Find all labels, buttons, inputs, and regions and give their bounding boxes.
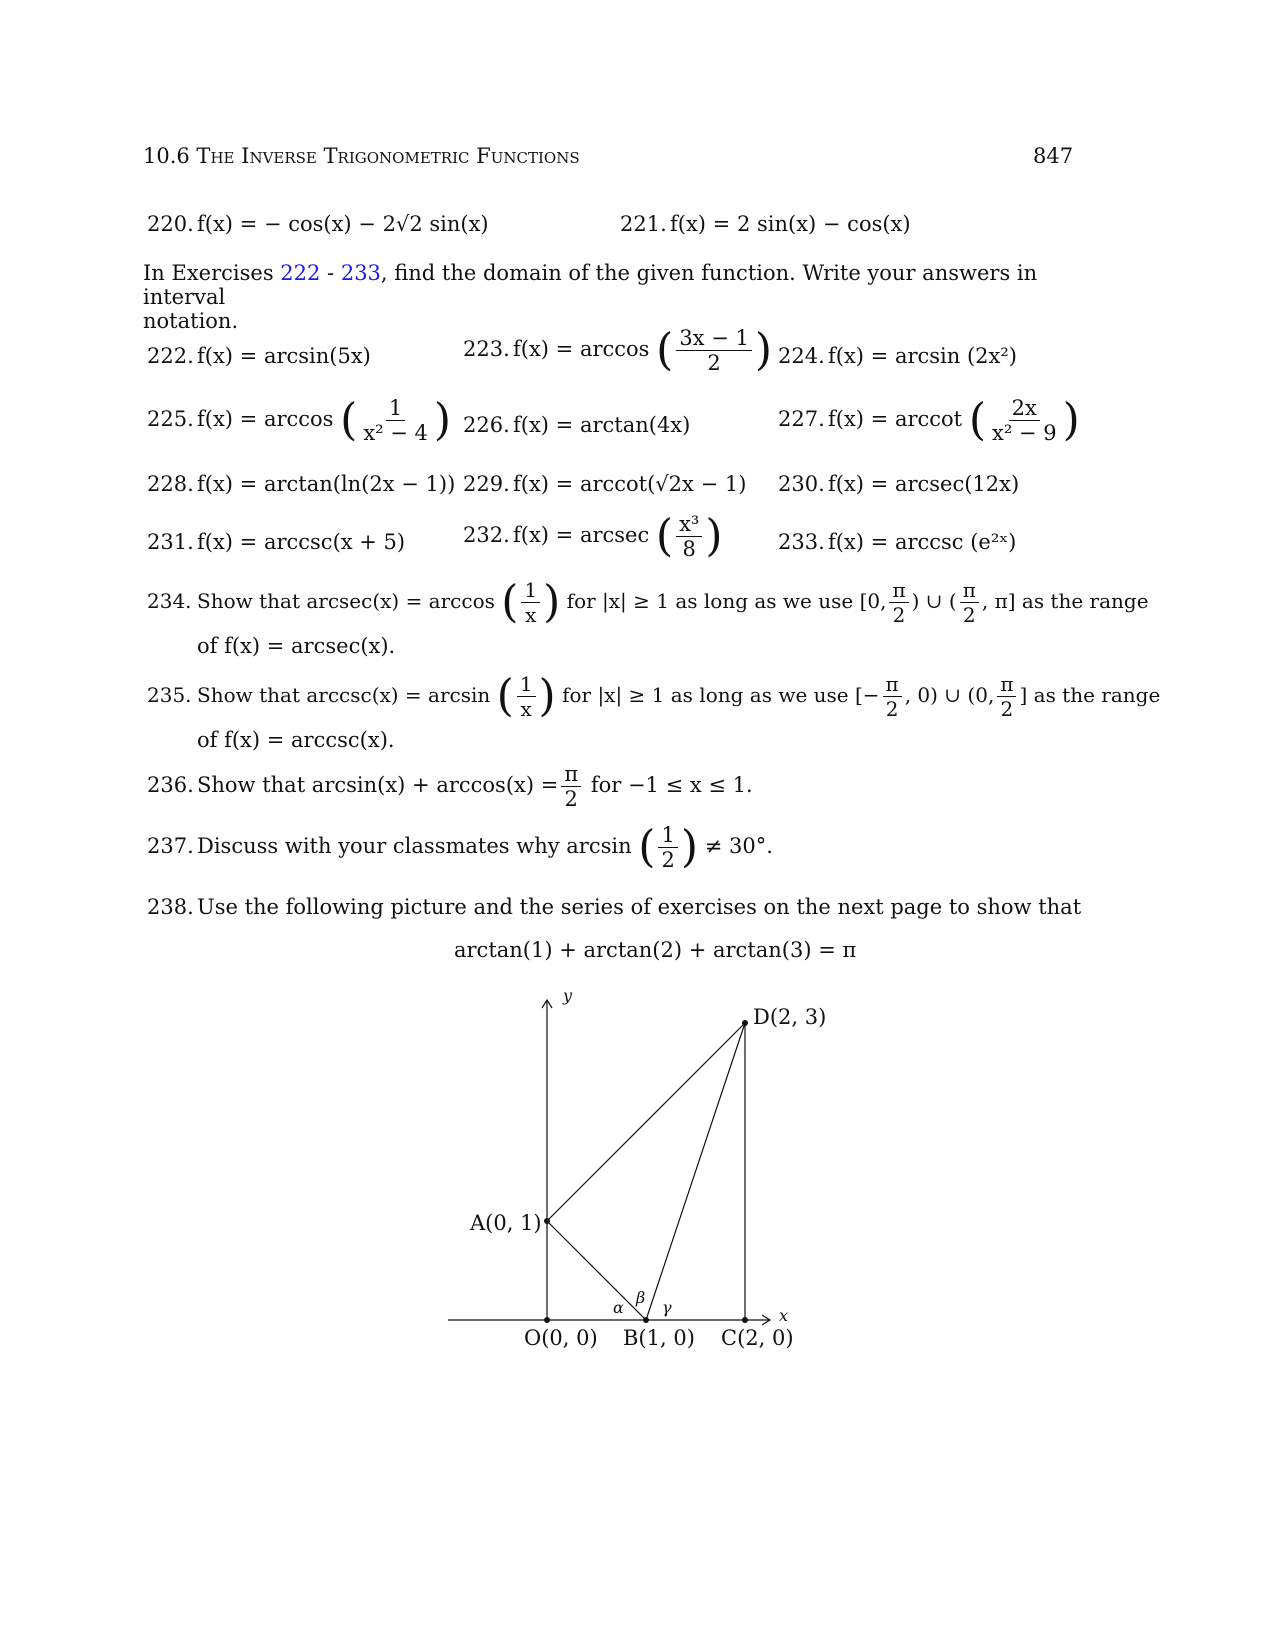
range-part: [0, (859, 589, 887, 613)
numerator: π (561, 762, 581, 787)
link-233[interactable]: 233 (340, 261, 381, 285)
exercise-number: 230. (778, 472, 825, 496)
exercise-number: 226. (463, 413, 510, 437)
numerator: 2x (1009, 396, 1040, 421)
exercise-number: 222. (147, 344, 194, 368)
text: as the range (1021, 589, 1149, 613)
numerator: 1 (386, 396, 405, 421)
numerator: 1 (521, 578, 540, 603)
text: Show that arccsc(x) = arcsin (197, 683, 491, 707)
x-axis-label: x (779, 1306, 789, 1325)
exercise-number: 231. (147, 530, 194, 554)
range-part: ) ∪ ( (911, 589, 957, 613)
expression: f(x) = − cos(x) − 2√2 sin(x) (197, 212, 489, 236)
segment-BD (646, 1023, 745, 1320)
text: Use the following picture and the series of exercises on the next page to show that (197, 895, 1082, 919)
exercise-235: 235. Show that arccsc(x) = arcsin ( $\frac{1}{x}$ ) for |x| ≥ 1 as long as we use [− $\frac{\pi}{2}$ , 0) ∪ (0, $\frac{\pi}{2}$ ] as the range (147, 670, 1161, 722)
denominator: 2 (892, 603, 906, 627)
numerator: 3x − 1 (676, 326, 752, 351)
denominator: 2 (707, 351, 721, 375)
exercise-234-line2: of f(x) = arcsec(x). (197, 634, 396, 658)
exercise-number: 220. (147, 212, 194, 236)
text: Discuss with your classmates why arcsin (197, 834, 632, 858)
point-O (544, 1317, 550, 1323)
numerator: 1 (658, 823, 677, 848)
exercise-235-line2: of f(x) = arccsc(x). (197, 728, 395, 752)
denominator: 2 (1000, 697, 1014, 721)
denominator: 8 (682, 537, 696, 561)
exercise-223: 223. f(x) = arccos ( $\frac{3x - 1}{2}$ ) (463, 324, 772, 376)
segment-AD (547, 1023, 745, 1221)
expression: f(x) = arcsin (2x²) (828, 344, 1017, 368)
point-B (643, 1317, 649, 1323)
exercise-number: 224. (778, 344, 825, 368)
exercise-number: 235. (147, 683, 192, 707)
text: for |x| ≥ 1 as long as we use (562, 683, 849, 707)
label-O: O(0, 0) (524, 1326, 598, 1350)
expression: f(x) = arccos (513, 337, 650, 361)
exercise-225: 225. f(x) = arccos ( $\frac{1}{\text{x² − 4}}$ ) (147, 394, 452, 446)
intro-text-2: , find the domain of the given function. Write your answers in interval (143, 261, 1038, 309)
exercise-234: 234. Show that arcsec(x) = arccos ( $\frac{1}{x}$ ) for |x| ≥ 1 as long as we use [0, $\frac{\pi}{2}$ ) ∪ ( $\frac{\pi}{2}$ , π] as the range (147, 576, 1149, 628)
denominator: x (520, 697, 532, 721)
exercise-232: 232. f(x) = arcsec ( $\frac{\text{x³}}{8}$ ) (463, 510, 723, 562)
text: ≠ 30°. (704, 834, 773, 858)
denominator: 2 (885, 697, 899, 721)
exercise-237: 237. Discuss with your classmates why arcsin ( $\frac{1}{2}$ ) ≠ 30°. (147, 821, 773, 873)
identity-equation: arctan(1) + arctan(2) + arctan(3) = π (454, 938, 857, 962)
numerator: π (997, 672, 1016, 697)
denominator: x² − 4 (363, 421, 428, 445)
expression: f(x) = arcsec(12x) (828, 472, 1020, 496)
text: Show that arcsin(x) + arccos(x) = (197, 773, 559, 797)
range-part: [− (854, 683, 880, 707)
expression: f(x) = arccos (197, 407, 334, 431)
numerator: x³ (676, 512, 702, 537)
label-A: A(0, 1) (470, 1211, 542, 1235)
exercise-number: 227. (778, 407, 825, 431)
expression: f(x) = arccot(√2x − 1) (513, 472, 747, 496)
text: for |x| ≥ 1 as long as we use (566, 589, 854, 613)
y-axis-label: y (563, 986, 573, 1005)
text: for −1 ≤ x ≤ 1. (590, 773, 753, 797)
page-number: 847 (1033, 144, 1074, 168)
range-part: ] (1019, 683, 1028, 707)
point-A (544, 1218, 550, 1224)
exercise-number: 229. (463, 472, 510, 496)
exercise-number: 232. (463, 523, 510, 547)
link-222[interactable]: 222 (280, 261, 321, 285)
numerator: 1 (517, 672, 536, 697)
label-B: B(1, 0) (623, 1326, 695, 1350)
denominator: 2 (962, 603, 976, 627)
exercise-number: 223. (463, 337, 510, 361)
range-part: , 0) ∪ (0, (904, 683, 995, 707)
text: as the range (1033, 683, 1161, 707)
expression: f(x) = arccsc (e²ˣ) (828, 530, 1017, 554)
text: Show that arcsec(x) = arccos (197, 589, 495, 613)
expression: f(x) = arcsec (513, 523, 650, 547)
expression: f(x) = arcsin(5x) (197, 344, 371, 368)
exercise-number: 238. (147, 895, 194, 919)
numerator: π (883, 672, 902, 697)
denominator: 2 (564, 787, 578, 811)
exercise-number: 234. (147, 589, 192, 613)
expression: f(x) = 2 sin(x) − cos(x) (670, 212, 911, 236)
expression: f(x) = arccsc(x + 5) (197, 530, 406, 554)
point-D (742, 1020, 748, 1026)
point-C (742, 1317, 748, 1323)
expression: f(x) = arctan(ln(2x − 1)) (197, 472, 456, 496)
intro-text: In Exercises (143, 261, 281, 285)
intro-text-3: notation. (143, 309, 239, 333)
exercise-227: 227. f(x) = arccot ( $\frac{2x}{\text{x² − 9}}$ ) (778, 394, 1080, 446)
exercise-number: 237. (147, 834, 194, 858)
exercise-number: 236. (147, 773, 194, 797)
exercise-number: 221. (620, 212, 667, 236)
denominator: x (525, 603, 537, 627)
section-title: 10.6 The Inverse Trigonometric Functions (143, 144, 580, 168)
range-part: , π] (981, 589, 1016, 613)
angle-beta: β (636, 1288, 646, 1307)
label-D: D(2, 3) (753, 1005, 827, 1029)
expression: f(x) = arccot (828, 407, 963, 431)
angle-alpha: α (613, 1298, 624, 1317)
intro-dash: - (320, 261, 341, 285)
numerator: π (889, 578, 908, 603)
exercise-number: 228. (147, 472, 194, 496)
exercise-number: 225. (147, 407, 194, 431)
expression: f(x) = arctan(4x) (513, 413, 691, 437)
exercise-number: 233. (778, 530, 825, 554)
denominator: 2 (661, 848, 675, 872)
label-C: C(2, 0) (721, 1326, 794, 1350)
angle-gamma: γ (662, 1298, 672, 1317)
numerator: π (960, 578, 979, 603)
denominator: x² − 9 (991, 421, 1057, 445)
segment-AB (547, 1221, 646, 1320)
